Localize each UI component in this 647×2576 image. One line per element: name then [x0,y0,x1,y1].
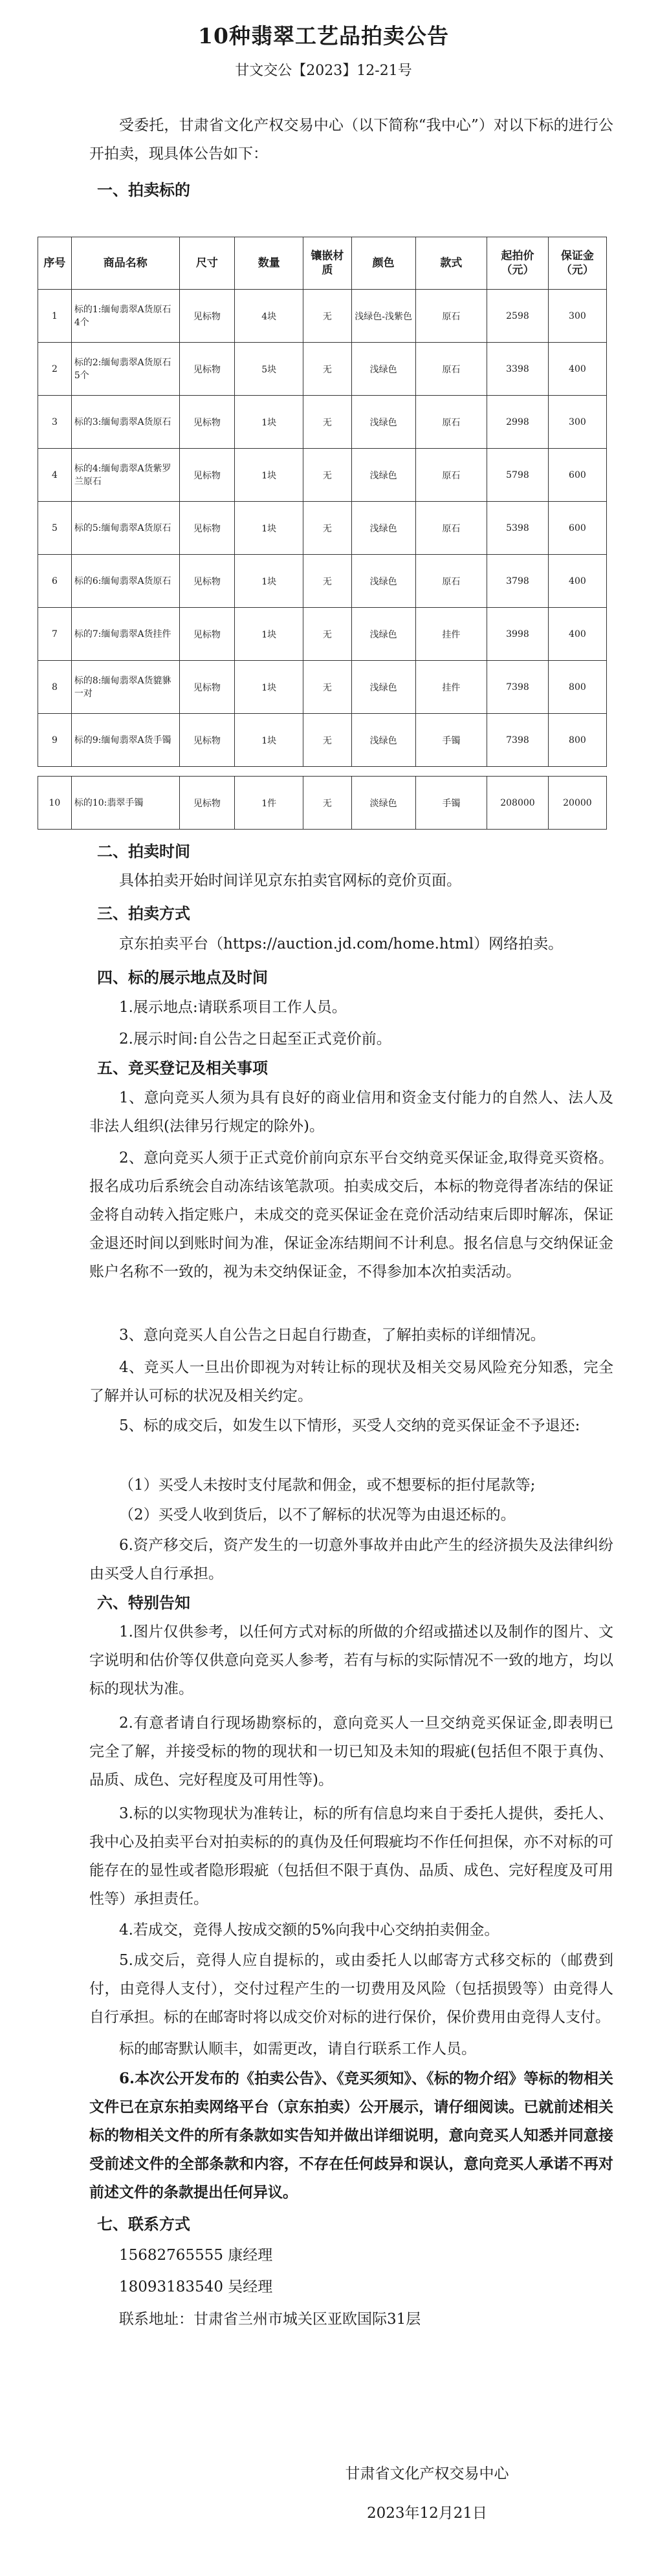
cell-style: 手镯 [415,714,487,767]
cell-qty: 1块 [235,449,303,502]
cell-size: 见标物 [179,290,235,343]
cell-size: 见标物 [179,396,235,449]
table-row [38,502,607,555]
table-row [38,396,607,449]
cell-color: 浅绿色 [351,449,415,502]
cell-price: 3998 [487,608,549,661]
cell-qty: 4块 [235,290,303,343]
cell-color: 浅绿色 [351,396,415,449]
contact-phone-2: 18093183540 吴经理 [119,2279,273,2295]
section-heading-registration: 五、竞买登记及相关事项 [97,1058,268,1077]
cell-style: 原石 [415,449,487,502]
cell-price: 5398 [487,502,549,555]
table-row [38,449,607,502]
cell-inlay: 无 [303,396,351,449]
header-name: 商品名称 [71,237,179,290]
cell-style: 原石 [415,290,487,343]
cell-deposit: 400 [548,555,606,608]
cell-no: 1 [38,290,72,343]
cell-deposit: 20000 [548,777,606,830]
cell-color: 淡绿色 [351,777,415,830]
notice-item-2: 2.有意者请自行现场勘察标的，意向竞买人一旦交纳竞买保证金,即表明已完全了解，并接受标的物的现状和一切已知及未知的瑕疵(包括但不限于真伪、品质、成色、完好程度及可用性等)。 [89,1715,613,1788]
cell-color: 浅绿色 [351,343,415,396]
table-row [38,343,607,396]
cell-qty: 1件 [235,777,303,830]
cell-price: 2598 [487,290,549,343]
cell-qty: 1块 [235,502,303,555]
cell-price: 2998 [487,396,549,449]
cell-inlay: 无 [303,449,351,502]
cell-price: 5798 [487,449,549,502]
cell-color: 浅绿色 [351,714,415,767]
cell-inlay: 无 [303,555,351,608]
cell-qty: 1块 [235,608,303,661]
header-style: 款式 [415,237,487,290]
cell-name: 标的2:缅甸翡翠A货原石5个 [71,343,179,396]
header-inlay: 镶嵌材质 [303,237,351,290]
cell-size: 见标物 [179,449,235,502]
cell-size: 见标物 [179,608,235,661]
cell-style: 原石 [415,396,487,449]
registration-item-1: 1、意向竞买人须为具有良好的商业信用和资金支付能力的自然人、法人及非法人组织(法律另行规定的除外)。 [89,1089,613,1135]
cell-inlay: 无 [303,502,351,555]
section-heading-lots: 一、拍卖标的 [97,180,190,199]
registration-item-4: 4、竞买人一旦出价即视为对转让标的现状及相关交易风险充分知悉，完全了解并认可标的状况及相关约定。 [89,1359,613,1404]
section-heading-method: 三、拍卖方式 [97,904,190,923]
cell-size: 见标物 [179,661,235,714]
cell-style: 挂件 [415,661,487,714]
cell-deposit: 600 [548,449,606,502]
show-location: 1.展示地点:请联系项目工作人员。 [119,999,347,1016]
cell-name: 标的8:缅甸翡翠A货貔貅一对 [71,661,179,714]
cell-deposit: 600 [548,502,606,555]
page-title: 10种翡翠工艺品拍卖公告 [198,23,449,48]
time-text: 具体拍卖开始时间详见京东拍卖官网标的竞价页面。 [119,872,461,889]
notice-item-1: 1.图片仅供参考，以任何方式对标的所做的介绍或描述以及制作的图片、文字说明和估价等仅供意向竞买人参考，若有与标的实际情况不一致的地方，均以标的现状为准。 [89,1624,613,1697]
cell-style: 原石 [415,343,487,396]
signature-date: 2023年12月21日 [366,2505,488,2522]
cell-size: 见标物 [179,714,235,767]
cell-no: 6 [38,555,72,608]
cell-inlay: 无 [303,714,351,767]
signature-organization: 甘肃省文化产权交易中心 [345,2465,509,2482]
cell-color: 浅绿色 [351,502,415,555]
cell-qty: 1块 [235,714,303,767]
notice-item-3: 3.标的以实物现状为准转让，标的所有信息均来自于委托人提供，委托人、我中心及拍卖平台对拍卖标的的真伪及任何瑕疵均不作任何担保，亦不对标的可能存在的显性或者隐形瑕疵（包括但不限于真伪、品质、成色、完好程度及可用性等）承担责任。 [89,1805,613,1907]
cell-size: 见标物 [179,343,235,396]
cell-deposit: 800 [548,661,606,714]
table-gap-row [38,767,607,777]
cell-inlay: 无 [303,777,351,830]
cell-size: 见标物 [179,777,235,830]
table-row [38,714,607,767]
registration-item-5-2: （2）买受人收到货后，以不了解标的状况等为由退还标的。 [119,1507,516,1523]
cell-color: 浅绿色 [351,555,415,608]
cell-color: 浅绿色-浅紫色 [351,290,415,343]
cell-style: 原石 [415,502,487,555]
cell-color: 浅绿色 [351,608,415,661]
cell-no: 7 [38,608,72,661]
section-heading-contact: 七、联系方式 [97,2215,190,2233]
notice-item-6: 6.本次公开发布的《拍卖公告》、《竞买须知》、《标的物介绍》等标的物相关文件已在京东拍卖网络平台（京东拍卖）公开展示，请仔细阅读。已就前述相关标的物相关文件的所有条款如实告知并做出详细说明，意向竞买人知悉并同意接受前述文件的全部条款和内容，不存在任何歧异和误认，意向竞买人承诺不再对前述文件的条款提出任何异议。 [89,2070,613,2201]
header-deposit: 保证金（元） [548,237,606,290]
registration-item-5: 5、标的成交后，如发生以下情形，买受人交纳的竞买保证金不予退还: [119,1417,580,1434]
document-number: 甘文交公【2023】12-21号 [235,63,412,79]
cell-no: 2 [38,343,72,396]
header-qty: 数量 [235,237,303,290]
cell-style: 原石 [415,555,487,608]
cell-deposit: 400 [548,343,606,396]
cell-qty: 5块 [235,343,303,396]
registration-item-5-1: （1）买受人未按时支付尾款和佣金，或不想要标的拒付尾款等; [119,1477,536,1494]
section-heading-time: 二、拍卖时间 [97,842,190,861]
table-header-row [38,237,607,290]
cell-inlay: 无 [303,661,351,714]
method-text: 京东拍卖平台（https://auction.jd.com/home.html）网络拍卖。 [119,936,564,952]
cell-style: 手镯 [415,777,487,830]
lots-table [38,237,607,830]
notice-mail: 标的邮寄默认顺丰，如需更改，请自行联系工作人员。 [119,2041,476,2057]
cell-deposit: 800 [548,714,606,767]
header-price: 起拍价（元） [487,237,549,290]
cell-name: 标的6:缅甸翡翠A货原石 [71,555,179,608]
table-row [38,777,607,830]
cell-deposit: 300 [548,290,606,343]
cell-inlay: 无 [303,343,351,396]
registration-item-3: 3、意向竞买人自公告之日起自行勘查，了解拍卖标的详细情况。 [119,1327,545,1344]
cell-name: 标的10:翡翠手镯 [71,777,179,830]
cell-no: 8 [38,661,72,714]
cell-price: 208000 [487,777,549,830]
registration-item-2: 2、意向竞买人须于正式竞价前向京东平台交纳竞买保证金,取得竞买资格。报名成功后系统会自动冻结该笔款项。拍卖成交后，本标的物竞得者冻结的保证金将自动转入指定账户，未成交的竞买保证金在竞价活动结束后即时解冻，保证金退还时间以到账时间为准，保证金冻结期间不计利息。报名信息与交纳保证金账户名称不一致的，视为未交纳保证金，不得参加本次拍卖活动。 [89,1150,613,1280]
cell-inlay: 无 [303,608,351,661]
cell-no: 4 [38,449,72,502]
notice-item-4: 4.若成交，竞得人按成交额的5%向我中心交纳拍卖佣金。 [119,1922,499,1938]
cell-no: 5 [38,502,72,555]
cell-deposit: 300 [548,396,606,449]
table-row [38,608,607,661]
section-heading-notice: 六、特别告知 [97,1593,190,1612]
cell-size: 见标物 [179,502,235,555]
registration-item-6: 6.资产移交后，资产发生的一切意外事故并由此产生的经济损失及法律纠纷由买受人自行承担。 [89,1537,613,1582]
contact-phone-1: 15682765555 康经理 [119,2247,273,2264]
cell-price: 7398 [487,661,549,714]
header-color: 颜色 [351,237,415,290]
cell-style: 挂件 [415,608,487,661]
cell-name: 标的7:缅甸翡翠A货挂件 [71,608,179,661]
table-gap-cell [38,767,607,777]
cell-no: 9 [38,714,72,767]
cell-qty: 1块 [235,396,303,449]
cell-qty: 1块 [235,661,303,714]
cell-color: 浅绿色 [351,661,415,714]
cell-name: 标的4:缅甸翡翠A货紫罗兰原石 [71,449,179,502]
cell-name: 标的9:缅甸翡翠A货手镯 [71,714,179,767]
table-row [38,290,607,343]
header-no: 序号 [38,237,72,290]
cell-price: 3398 [487,343,549,396]
cell-qty: 1块 [235,555,303,608]
cell-price: 7398 [487,714,549,767]
cell-size: 见标物 [179,555,235,608]
notice-item-5: 5.成交后，竞得人应自提标的，或由委托人以邮寄方式移交标的（邮费到付，由竞得人支付），交付过程产生的一切费用及风险（包括损毁等）由竞得人自行承担。标的在邮寄时将以成交价对标的进行保价，保价费用由竞得人支付。 [89,1952,613,2026]
cell-name: 标的5:缅甸翡翠A货原石 [71,502,179,555]
cell-name: 标的1:缅甸翡翠A货原石4个 [71,290,179,343]
section-heading-show: 四、标的展示地点及时间 [97,968,268,987]
show-time: 2.展示时间:自公告之日起至正式竞价前。 [119,1031,391,1047]
table-row [38,555,607,608]
cell-inlay: 无 [303,290,351,343]
contact-address: 联系地址：甘肃省兰州市城关区亚欧国际31层 [119,2311,421,2328]
cell-deposit: 400 [548,608,606,661]
cell-no: 3 [38,396,72,449]
intro-paragraph: 受委托，甘肃省文化产权交易中心（以下简称“我中心”）对以下标的进行公开拍卖，现具体公告如下： [89,117,613,162]
cell-name: 标的3:缅甸翡翠A货原石 [71,396,179,449]
header-size: 尺寸 [179,237,235,290]
cell-no: 10 [38,777,72,830]
table-row [38,661,607,714]
cell-price: 3798 [487,555,549,608]
